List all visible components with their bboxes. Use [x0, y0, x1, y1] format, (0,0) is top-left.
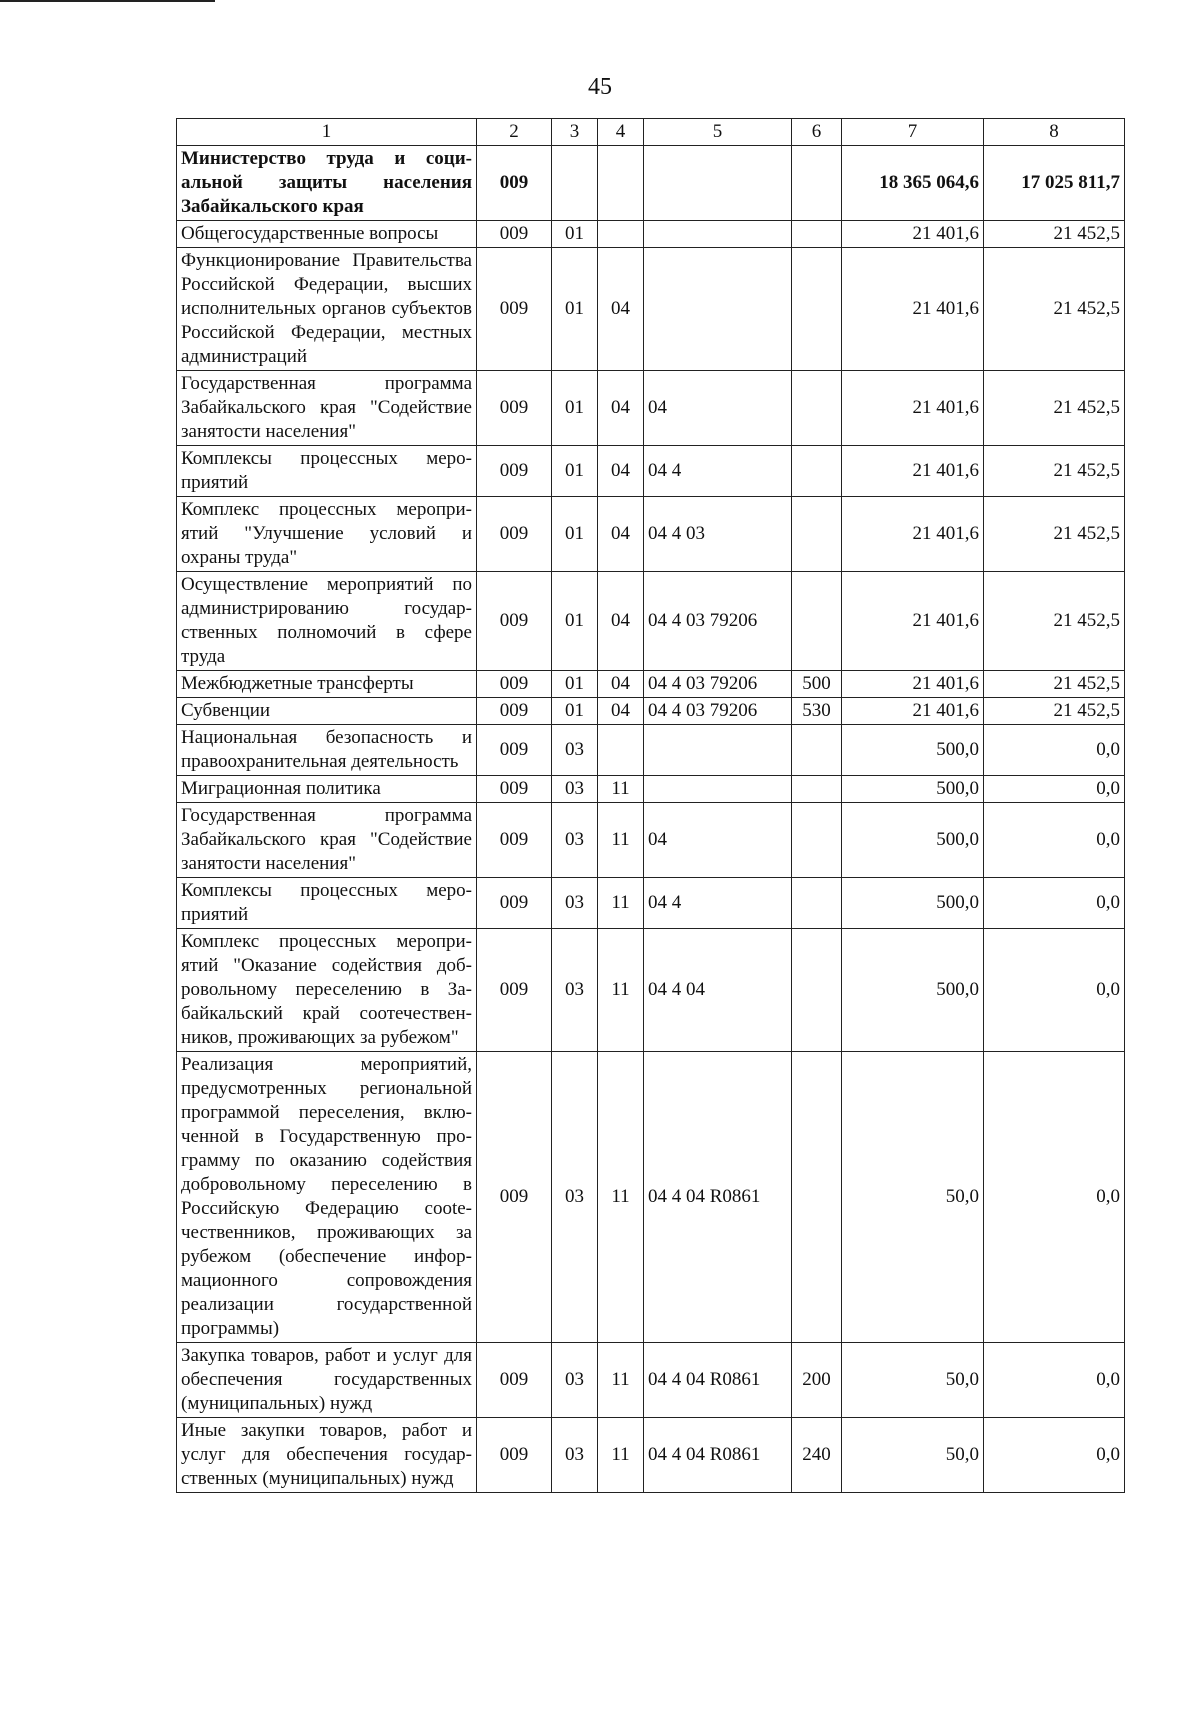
row-subsection-cell: 04 [598, 572, 644, 671]
row-admin-code-cell: 009 [477, 248, 552, 371]
row-expense-type-cell [792, 725, 842, 776]
row-amount-year2-cell: 21 452,5 [984, 497, 1125, 572]
row-expense-type-cell [792, 497, 842, 572]
row-section-cell: 01 [552, 698, 598, 725]
row-target-article-cell: 04 4 04 [644, 929, 792, 1052]
header-col-4: 4 [598, 119, 644, 146]
row-target-article-cell: 04 4 [644, 446, 792, 497]
row-admin-code-cell: 009 [477, 221, 552, 248]
row-amount-year2-cell: 0,0 [984, 776, 1125, 803]
row-amount-year1-cell: 21 401,6 [842, 446, 984, 497]
row-admin-code-cell: 009 [477, 1418, 552, 1493]
table-header-row [177, 119, 1125, 146]
row-target-article-cell [644, 248, 792, 371]
row-target-article-cell [644, 146, 792, 221]
row-subsection-cell: 04 [598, 698, 644, 725]
row-section-cell: 01 [552, 446, 598, 497]
row-amount-year1-cell: 500,0 [842, 776, 984, 803]
row-amount-year1-cell: 21 401,6 [842, 248, 984, 371]
row-name-cell: Комплексы процессных мероприятий [177, 878, 477, 929]
row-section-cell: 03 [552, 803, 598, 878]
row-section-cell: 03 [552, 725, 598, 776]
row-amount-year2-cell: 21 452,5 [984, 248, 1125, 371]
row-target-article-cell [644, 221, 792, 248]
row-section-cell [552, 146, 598, 221]
row-subsection-cell: 04 [598, 248, 644, 371]
table-row [177, 776, 1125, 803]
row-expense-type-cell [792, 929, 842, 1052]
row-target-article-cell: 04 4 03 [644, 497, 792, 572]
row-admin-code-cell: 009 [477, 803, 552, 878]
table-row [177, 1418, 1125, 1493]
table-row [177, 878, 1125, 929]
row-expense-type-cell: 500 [792, 671, 842, 698]
row-amount-year1-cell: 50,0 [842, 1418, 984, 1493]
table-row [177, 221, 1125, 248]
row-admin-code-cell: 009 [477, 698, 552, 725]
row-admin-code-cell: 009 [477, 146, 552, 221]
row-section-cell: 01 [552, 221, 598, 248]
row-admin-code-cell: 009 [477, 497, 552, 572]
table-row [177, 1052, 1125, 1343]
row-target-article-cell: 04 4 04 R0861 [644, 1052, 792, 1343]
header-col-6: 6 [792, 119, 842, 146]
row-amount-year1-cell: 500,0 [842, 803, 984, 878]
row-target-article-cell: 04 4 03 79206 [644, 698, 792, 725]
table-row [177, 572, 1125, 671]
row-amount-year2-cell: 21 452,5 [984, 221, 1125, 248]
header-col-5: 5 [644, 119, 792, 146]
row-expense-type-cell [792, 1052, 842, 1343]
row-expense-type-cell [792, 776, 842, 803]
row-amount-year1-cell: 18 365 064,6 [842, 146, 984, 221]
row-amount-year2-cell: 0,0 [984, 878, 1125, 929]
row-name-cell: Миграционная политика [177, 776, 477, 803]
page-number: 45 [588, 74, 612, 100]
row-section-cell: 01 [552, 371, 598, 446]
row-expense-type-cell: 200 [792, 1343, 842, 1418]
row-target-article-cell: 04 4 04 R0861 [644, 1343, 792, 1418]
row-amount-year1-cell: 21 401,6 [842, 221, 984, 248]
row-target-article-cell: 04 4 [644, 878, 792, 929]
row-expense-type-cell [792, 572, 842, 671]
row-name-cell: Комплекс процессных мероприятий "Оказание содействия добровольному переселению в Забайкальский край соотечественников, проживающих за рубежом" [177, 929, 477, 1052]
row-amount-year2-cell: 17 025 811,7 [984, 146, 1125, 221]
row-amount-year2-cell: 21 452,5 [984, 572, 1125, 671]
row-section-cell: 01 [552, 671, 598, 698]
row-subsection-cell: 11 [598, 929, 644, 1052]
row-amount-year1-cell: 21 401,6 [842, 572, 984, 671]
row-section-cell: 03 [552, 776, 598, 803]
row-amount-year2-cell: 0,0 [984, 929, 1125, 1052]
row-subsection-cell [598, 146, 644, 221]
table-body [177, 146, 1125, 1493]
row-name-cell: Общегосударственные вопросы [177, 221, 477, 248]
row-subsection-cell [598, 221, 644, 248]
row-name-cell: Субвенции [177, 698, 477, 725]
row-subsection-cell: 11 [598, 878, 644, 929]
row-expense-type-cell [792, 371, 842, 446]
row-amount-year2-cell: 0,0 [984, 1343, 1125, 1418]
row-expense-type-cell [792, 878, 842, 929]
table-row [177, 671, 1125, 698]
row-amount-year2-cell: 0,0 [984, 803, 1125, 878]
row-section-cell: 03 [552, 878, 598, 929]
row-subsection-cell [598, 725, 644, 776]
row-section-cell: 01 [552, 572, 598, 671]
row-admin-code-cell: 009 [477, 446, 552, 497]
table-row [177, 446, 1125, 497]
row-section-cell: 03 [552, 1052, 598, 1343]
row-target-article-cell: 04 4 04 R0861 [644, 1418, 792, 1493]
row-expense-type-cell [792, 221, 842, 248]
table-row [177, 248, 1125, 371]
row-admin-code-cell: 009 [477, 929, 552, 1052]
table-row [177, 803, 1125, 878]
row-expense-type-cell: 530 [792, 698, 842, 725]
row-admin-code-cell: 009 [477, 371, 552, 446]
row-amount-year1-cell: 21 401,6 [842, 698, 984, 725]
row-expense-type-cell [792, 446, 842, 497]
row-name-cell: Национальная безопасность и правоохранительная деятельность [177, 725, 477, 776]
row-target-article-cell [644, 725, 792, 776]
row-admin-code-cell: 009 [477, 1052, 552, 1343]
table-row [177, 698, 1125, 725]
header-col-8: 8 [984, 119, 1125, 146]
row-amount-year1-cell: 50,0 [842, 1343, 984, 1418]
header-col-1: 1 [177, 119, 477, 146]
row-amount-year2-cell: 21 452,5 [984, 671, 1125, 698]
row-section-cell: 03 [552, 929, 598, 1052]
row-name-cell: Иные закупки товаров, работ и услуг для обеспечения государственных (муниципальных) нужд [177, 1418, 477, 1493]
row-amount-year1-cell: 500,0 [842, 878, 984, 929]
top-rule [0, 0, 215, 2]
row-name-cell: Межбюджетные трансферты [177, 671, 477, 698]
budget-table [176, 118, 1125, 1493]
row-expense-type-cell [792, 248, 842, 371]
row-amount-year2-cell: 0,0 [984, 725, 1125, 776]
table-row [177, 929, 1125, 1052]
row-subsection-cell: 11 [598, 1418, 644, 1493]
row-name-cell: Реализация мероприятий, предусмотренных региональной программой переселения, включенной в Государственную программу по оказанию содействия добровольному переселению в Российскую Федерацию соoteчественников, проживающих за рубежом (обеспечение информационного сопровождения реализации государственной программы) [177, 1052, 477, 1343]
row-subsection-cell: 11 [598, 1052, 644, 1343]
row-amount-year2-cell: 21 452,5 [984, 371, 1125, 446]
row-amount-year1-cell: 500,0 [842, 929, 984, 1052]
row-expense-type-cell: 240 [792, 1418, 842, 1493]
header-col-3: 3 [552, 119, 598, 146]
table-row [177, 371, 1125, 446]
row-expense-type-cell [792, 146, 842, 221]
table-row [177, 1343, 1125, 1418]
row-amount-year1-cell: 21 401,6 [842, 371, 984, 446]
row-target-article-cell: 04 [644, 803, 792, 878]
row-target-article-cell [644, 776, 792, 803]
table-row [177, 146, 1125, 221]
header-col-7: 7 [842, 119, 984, 146]
row-name-cell: Министерство труда и социальной защиты населения Забайкальского края [177, 146, 477, 221]
row-admin-code-cell: 009 [477, 671, 552, 698]
row-admin-code-cell: 009 [477, 878, 552, 929]
row-name-cell: Государственная программа Забайкальского края "Содействие занятости населения" [177, 803, 477, 878]
row-subsection-cell: 11 [598, 1343, 644, 1418]
row-amount-year1-cell: 50,0 [842, 1052, 984, 1343]
table-row [177, 725, 1125, 776]
row-amount-year2-cell: 0,0 [984, 1418, 1125, 1493]
row-target-article-cell: 04 4 03 79206 [644, 572, 792, 671]
row-subsection-cell: 04 [598, 371, 644, 446]
row-section-cell: 03 [552, 1343, 598, 1418]
row-target-article-cell: 04 4 03 79206 [644, 671, 792, 698]
row-name-cell: Комплекс процессных мероприятий "Улучшение условий и охраны труда" [177, 497, 477, 572]
row-admin-code-cell: 009 [477, 776, 552, 803]
row-name-cell: Осуществление мероприятий по администрированию государственных полномочий в сфере труда [177, 572, 477, 671]
row-amount-year1-cell: 21 401,6 [842, 671, 984, 698]
row-section-cell: 01 [552, 497, 598, 572]
row-admin-code-cell: 009 [477, 725, 552, 776]
row-subsection-cell: 04 [598, 497, 644, 572]
row-admin-code-cell: 009 [477, 1343, 552, 1418]
header-col-2: 2 [477, 119, 552, 146]
row-name-cell: Комплексы процессных мероприятий [177, 446, 477, 497]
row-expense-type-cell [792, 803, 842, 878]
row-section-cell: 01 [552, 248, 598, 371]
row-target-article-cell: 04 [644, 371, 792, 446]
row-amount-year1-cell: 500,0 [842, 725, 984, 776]
row-amount-year2-cell: 21 452,5 [984, 446, 1125, 497]
row-section-cell: 03 [552, 1418, 598, 1493]
row-subsection-cell: 04 [598, 671, 644, 698]
table-row [177, 497, 1125, 572]
row-admin-code-cell: 009 [477, 572, 552, 671]
row-amount-year2-cell: 0,0 [984, 1052, 1125, 1343]
row-amount-year2-cell: 21 452,5 [984, 698, 1125, 725]
row-name-cell: Закупка товаров, работ и услуг для обеспечения государственных (муниципальных) нужд [177, 1343, 477, 1418]
row-name-cell: Функционирование Правительства Российской Федерации, высших исполнительных органов субъектов Российской Федерации, местных администраций [177, 248, 477, 371]
row-subsection-cell: 11 [598, 803, 644, 878]
row-name-cell: Государственная программа Забайкальского края "Содействие занятости населения" [177, 371, 477, 446]
row-subsection-cell: 04 [598, 446, 644, 497]
row-subsection-cell: 11 [598, 776, 644, 803]
row-amount-year1-cell: 21 401,6 [842, 497, 984, 572]
